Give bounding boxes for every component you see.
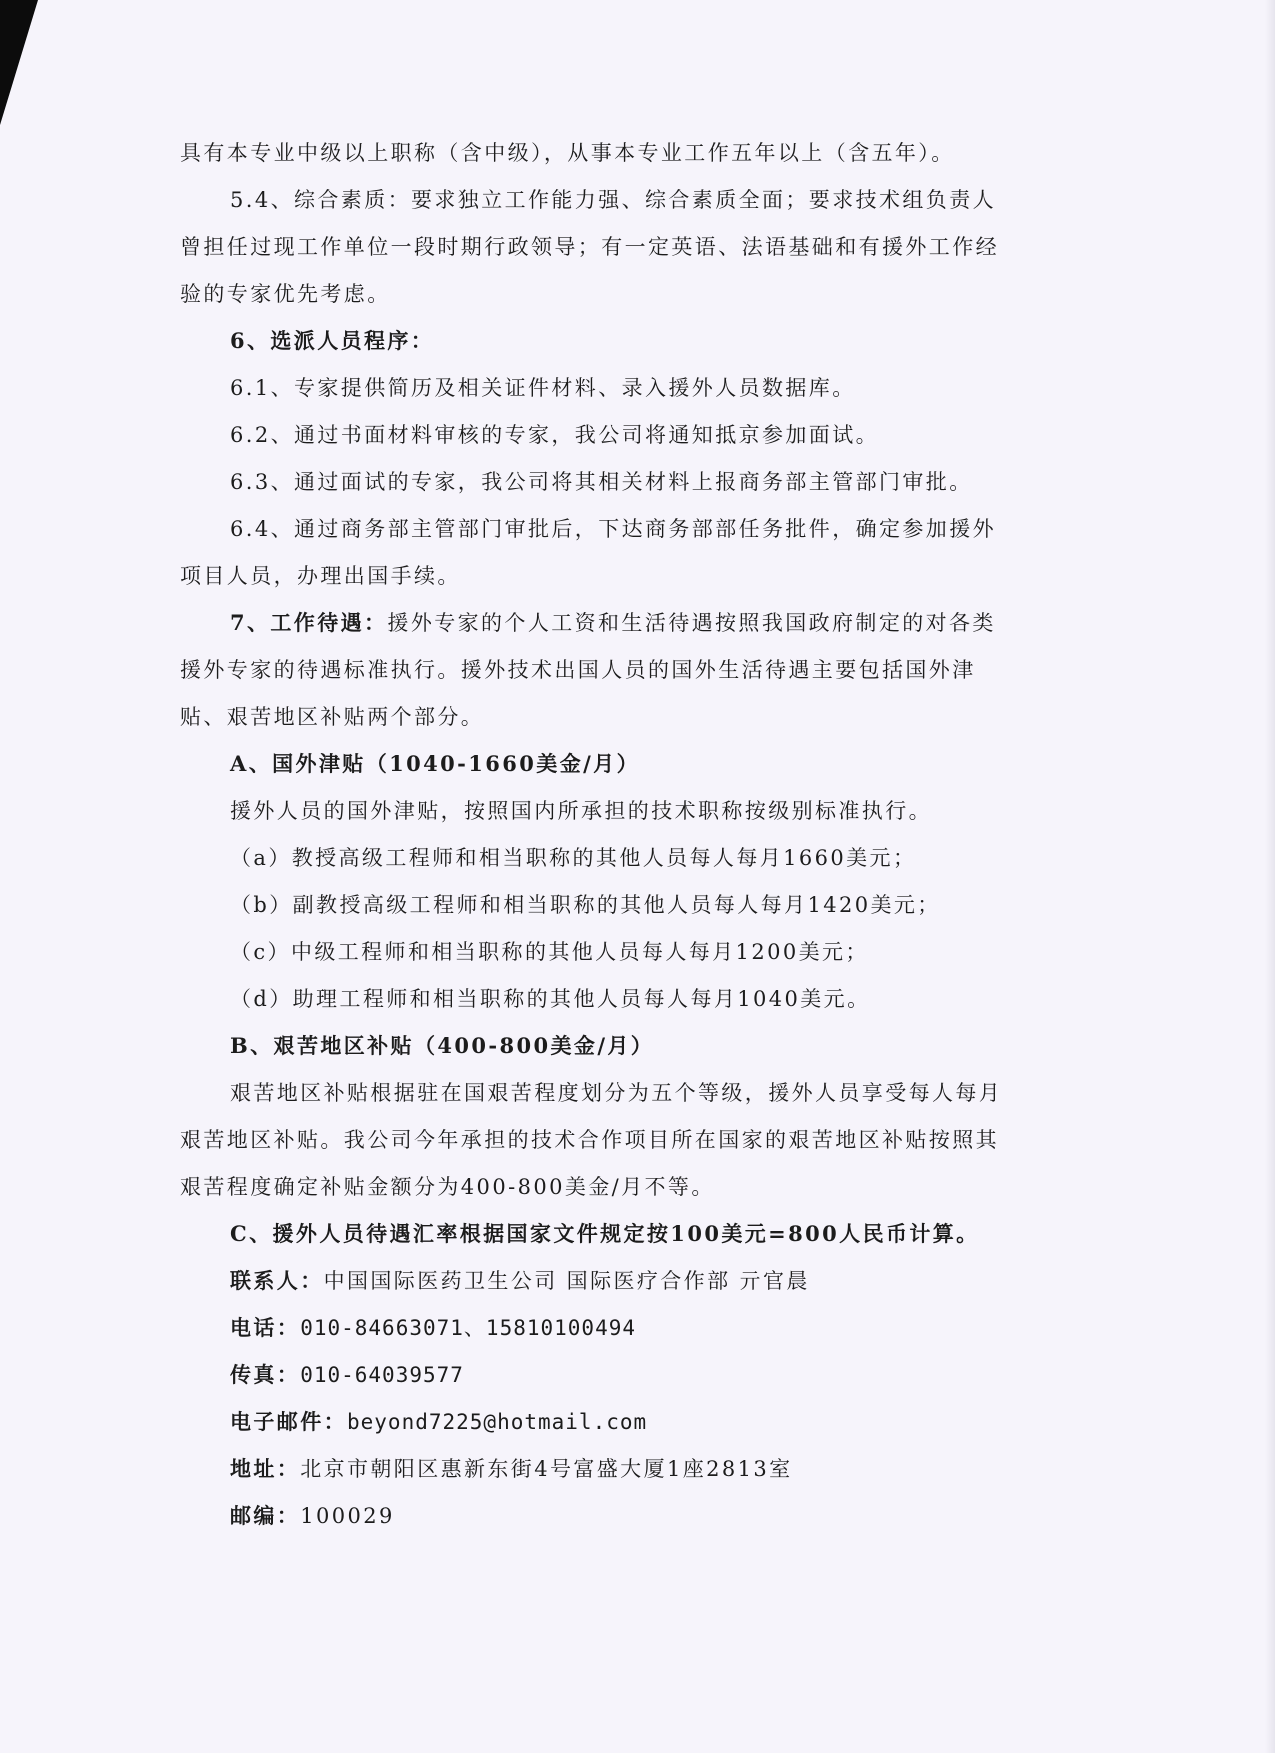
section-heading: 6、选派人员程序： <box>230 328 435 353</box>
contact-fax-label: 传真： <box>230 1362 301 1387</box>
paragraph-line <box>230 608 996 638</box>
contact-phone <box>230 1313 636 1343</box>
paragraph-line: 艰苦地区补贴根据驻在国艰苦程度划分为五个等级，援外人员享受每人每月 <box>230 1081 1003 1105</box>
contact-address <box>230 1454 793 1484</box>
list-item: （b）副教授高级工程师和相当职称的其他人员每人每月1420美元； <box>230 893 941 917</box>
contact-postcode <box>230 1501 395 1531</box>
contact-email-label: 电子邮件： <box>230 1409 347 1434</box>
paragraph-line: 5.4、综合素质：要求独立工作能力强、综合素质全面；要求技术组负责人 <box>230 188 996 212</box>
paragraph-text: 援外专家的个人工资和生活待遇按照我国政府制定的对各类 <box>387 611 996 635</box>
paragraph-line: 具有本专业中级以上职称（含中级），从事本专业工作五年以上（含五年）。 <box>180 141 955 165</box>
contact-address-label: 地址： <box>230 1456 301 1481</box>
paragraph-line: 贴、艰苦地区补贴两个部分。 <box>180 705 485 729</box>
scan-edge-shadow <box>1265 0 1275 1753</box>
contact-person-value: 中国国际医药卫生公司 国际医疗合作部 亓官晨 <box>323 1269 810 1293</box>
paragraph-line: 6.1、专家提供简历及相关证件材料、录入援外人员数据库。 <box>230 376 856 400</box>
contact-address-value: 北京市朝阳区惠新东街4号富盛大厦1座2813室 <box>300 1457 793 1481</box>
paragraph-line: 6.3、通过面试的专家，我公司将其相关材料上报商务部主管部门审批。 <box>230 470 973 494</box>
subsection-heading: C、援外人员待遇汇率根据国家文件规定按100美元=800人民币计算。 <box>230 1221 980 1246</box>
contact-person-label: 联系人： <box>230 1268 324 1293</box>
contact-phone-value: 010-84663071、15810100494 <box>300 1316 636 1340</box>
paragraph-line: 6.4、通过商务部主管部门审批后，下达商务部部任务批件，确定参加援外 <box>230 517 996 541</box>
contact-postcode-value: 100029 <box>300 1504 395 1528</box>
contact-email-value: beyond7225@hotmail.com <box>347 1410 648 1434</box>
paragraph-line: 验的专家优先考虑。 <box>180 282 391 306</box>
paragraph-line: 曾担任过现工作单位一段时期行政领导；有一定英语、法语基础和有援外工作经 <box>180 235 999 259</box>
paragraph-line: 艰苦程度确定补贴金额分为400-800美金/月不等。 <box>180 1175 715 1199</box>
contact-fax <box>230 1360 464 1390</box>
paragraph-line: 艰苦地区补贴。我公司今年承担的技术合作项目所在国家的艰苦地区补贴按照其 <box>180 1128 999 1152</box>
contact-email <box>230 1407 647 1437</box>
paragraph-line: 援外专家的待遇标准执行。援外技术出国人员的国外生活待遇主要包括国外津 <box>180 658 976 682</box>
list-item: （c）中级工程师和相当职称的其他人员每人每月1200美元； <box>230 940 869 964</box>
subsection-heading: A、国外津贴（1040-1660美金/月） <box>230 751 640 776</box>
contact-postcode-label: 邮编： <box>230 1503 301 1528</box>
paragraph-line: 援外人员的国外津贴，按照国内所承担的技术职称按级别标准执行。 <box>230 799 932 823</box>
subsection-heading: B、艰苦地区补贴（400-800美金/月） <box>230 1033 655 1058</box>
contact-person <box>230 1266 810 1296</box>
scan-dark-corner <box>0 0 38 125</box>
paragraph-line: 6.2、通过书面材料审核的专家，我公司将通知抵京参加面试。 <box>230 423 879 447</box>
contact-fax-value: 010-64039577 <box>300 1363 464 1387</box>
contact-phone-label: 电话： <box>230 1315 301 1340</box>
section-heading-inline: 7、工作待遇： <box>230 610 388 635</box>
paragraph-line: 项目人员，办理出国手续。 <box>180 564 461 588</box>
list-item: （d）助理工程师和相当职称的其他人员每人每月1040美元。 <box>230 987 871 1011</box>
list-item: （a）教授高级工程师和相当职称的其他人员每人每月1660美元； <box>230 846 917 870</box>
